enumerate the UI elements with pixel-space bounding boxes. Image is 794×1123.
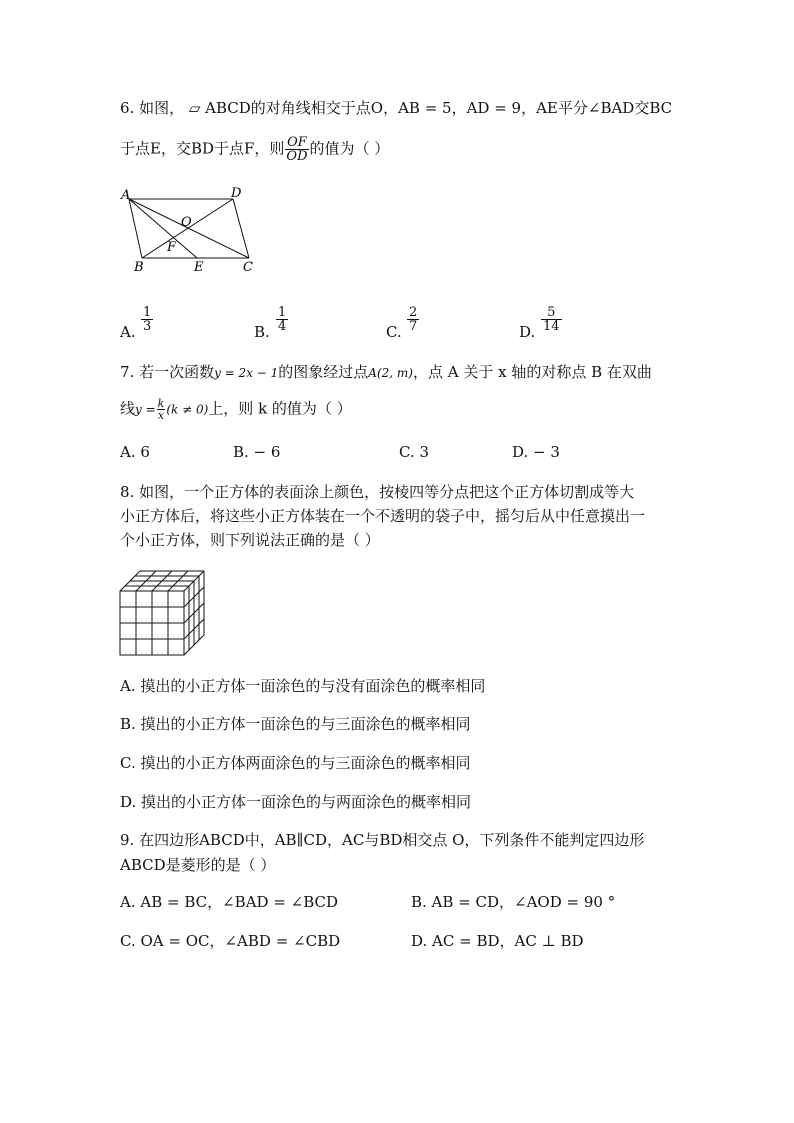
q6-option-d-num: 5 (541, 306, 562, 320)
q9-option-a[interactable]: A. AB = BC，∠BAD = ∠BCD (120, 893, 339, 911)
q6-line2-prefix: 于点E，交BD于点F，则 (120, 139, 285, 158)
q6-option-d-den: 14 (543, 319, 560, 334)
q6-option-d-fraction[interactable] (541, 306, 562, 333)
q7-line1-c: ，点 A 关于 x 轴的对称点 B 在双曲 (412, 363, 652, 381)
q7-line2-b: 上，则 k 的值为（ ） (208, 399, 352, 418)
q7-option-b[interactable]: B. − 6 (233, 443, 281, 461)
label-F: F (167, 240, 177, 255)
q6-option-a-num: 1 (143, 305, 152, 320)
q6-option-c-num: 2 (409, 305, 418, 320)
label-B: B (134, 260, 144, 275)
q7-option-a[interactable]: A. 6 (120, 443, 150, 461)
q7-option-d[interactable]: D. − 3 (512, 443, 560, 461)
q8-option-d[interactable]: D. 摸出的小正方体一面涂色的与两面涂色的概率相同 (120, 793, 472, 811)
q7-function: y = 2x − 1 (214, 366, 279, 380)
q7-line1 (120, 362, 652, 383)
q6-option-a-letter[interactable]: A. (120, 323, 136, 341)
q6-option-a-fraction[interactable] (141, 306, 153, 333)
q6-option-a-den: 3 (143, 319, 152, 334)
q7-line2 (120, 398, 352, 421)
q9-option-b[interactable]: B. AB = CD，∠AOD = 90 ° (411, 893, 616, 911)
q9-line1: 9. 在四边形ABCD中，AB∥CD，AC与BD相交点 O，下列条件不能判定四边形 (120, 831, 645, 849)
q6-fraction (285, 136, 308, 163)
q6-option-d-letter[interactable]: D. (519, 323, 536, 341)
label-E: E (194, 260, 204, 275)
q9-option-d[interactable]: D. AC = BD，AC ⊥ BD (411, 932, 584, 950)
q8-line2: 小正方体后，将这些小正方体装在一个不透明的袋子中，摇匀后从中任意摸出一 (120, 507, 646, 525)
q6-option-b-num: 1 (278, 305, 287, 320)
q7-hyperbola-den: x (157, 409, 165, 422)
q8-option-b[interactable]: B. 摸出的小正方体一面涂色的与三面涂色的概率相同 (120, 715, 471, 733)
q7-option-c[interactable]: C. 3 (399, 443, 430, 461)
q6-frac-numerator: OF (287, 135, 307, 150)
q8-line3: 个小正方体，则下列说法正确的是（ ） (120, 531, 380, 549)
q6-option-c-den: 7 (409, 319, 418, 334)
q7-hyperbola-condition: (k ≠ 0) (166, 402, 209, 417)
q6-frac-denominator: OD (286, 149, 308, 164)
q9-option-c[interactable]: C. OA = OC，∠ABD = ∠CBD (120, 932, 341, 950)
q9-line2: ABCD是菱形的是（ ） (120, 856, 276, 874)
q7-hyperbola-num: k (157, 397, 165, 410)
q8-option-a[interactable]: A. 摸出的小正方体一面涂色的与没有面涂色的概率相同 (120, 677, 486, 695)
label-O: O (181, 215, 192, 230)
q8-line1: 8. 如图，一个正方体的表面涂上颜色，按棱四等分点把这个正方体切割成等大 (120, 483, 635, 501)
cube-figure (119, 570, 209, 656)
q6-option-c-fraction[interactable] (407, 306, 419, 333)
q6-line2 (120, 136, 389, 163)
q8-option-c[interactable]: C. 摸出的小正方体两面涂色的与三面涂色的概率相同 (120, 754, 471, 772)
q7-line2-a: 线 (120, 399, 136, 418)
label-A: A (121, 188, 131, 203)
parallelogram-figure (115, 185, 255, 275)
q6-option-b-fraction[interactable] (276, 306, 288, 333)
q6-line1: 6. 如图， ▱ ABCD的对角线相交于点O，AB = 5，AD = 9，AE平分∠BAD交BC (120, 99, 673, 117)
q6-option-b-letter[interactable]: B. (254, 323, 270, 341)
q6-line2-suffix: 的值为（ ） (309, 139, 390, 158)
label-D: D (231, 186, 242, 201)
q6-option-b-den: 4 (278, 319, 287, 334)
q7-line1-b: 的图象经过点 (278, 363, 369, 381)
q6-option-c-letter[interactable]: C. (386, 323, 402, 341)
label-C: C (243, 260, 253, 275)
q7-line1-a: 7. 若一次函数 (120, 363, 215, 381)
q7-hyperbola-lhs: y = (135, 402, 156, 417)
q7-hyperbola-fraction (157, 398, 166, 421)
q7-point: A(2, m) (368, 366, 413, 380)
